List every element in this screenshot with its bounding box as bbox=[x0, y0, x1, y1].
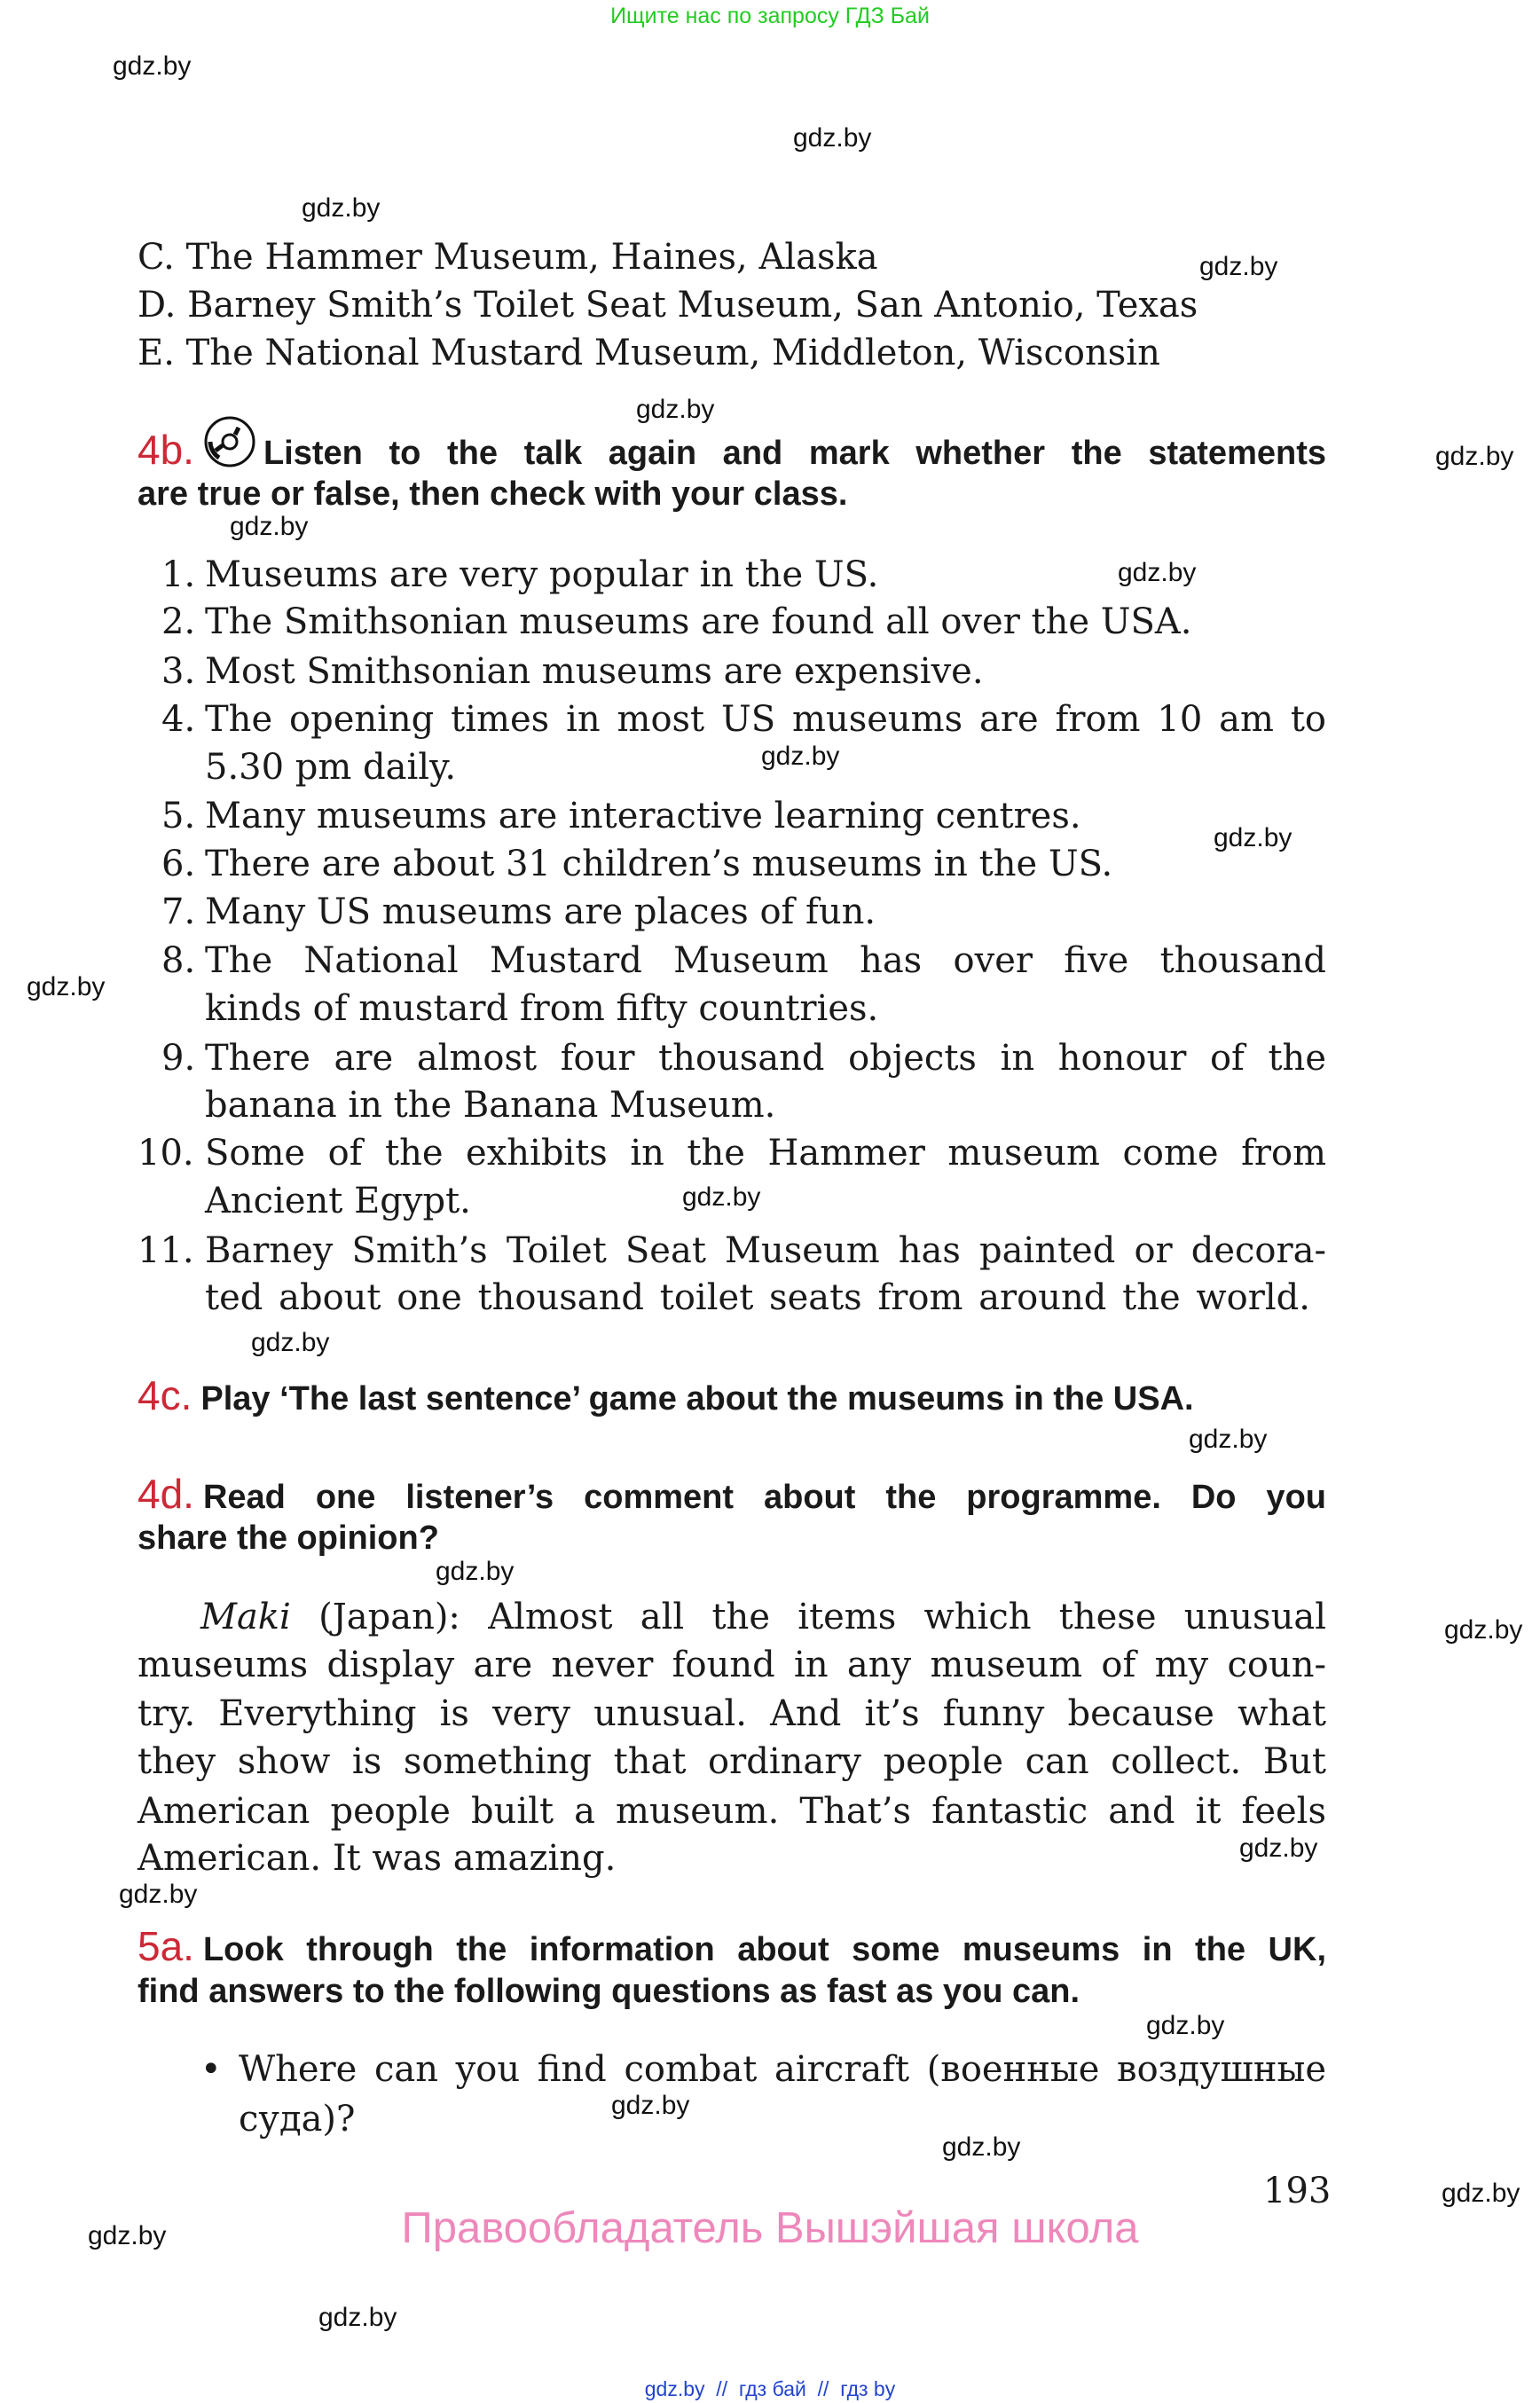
watermark: gdz.by bbox=[793, 123, 872, 153]
cd-icon bbox=[203, 415, 256, 480]
watermark: gdz.by bbox=[942, 2132, 1021, 2162]
exercise-4b-heading-line2: are true or false, then check with your class. bbox=[138, 475, 848, 513]
watermark: gdz.by bbox=[1435, 442, 1514, 471]
exercise-4c-heading bbox=[138, 1373, 1194, 1421]
bullet-question-cont: суда)? bbox=[239, 2099, 356, 2140]
exercise-4d-heading bbox=[138, 1472, 1326, 1520]
statement-text: Barney Smith’s Toilet Seat Museum has painted or decora- bbox=[205, 1230, 1326, 1271]
watermark: gdz.by bbox=[1239, 1834, 1318, 1863]
statement-number: 7. bbox=[161, 891, 196, 932]
watermark: gdz.by bbox=[1146, 2011, 1225, 2040]
watermark: gdz.by bbox=[636, 395, 715, 424]
watermark: gdz.by bbox=[1118, 558, 1197, 587]
statement-number: 8. bbox=[161, 940, 196, 981]
exercise-number: 5a. bbox=[138, 1923, 194, 1969]
statement-text-cont: Ancient Egypt. bbox=[205, 1181, 471, 1221]
comment-line: they show is something that ordinary people can collect. But bbox=[138, 1741, 1326, 1782]
watermark: gdz.by bbox=[1199, 252, 1278, 281]
watermark: gdz.by bbox=[318, 2303, 397, 2332]
watermark: gdz.by bbox=[27, 972, 106, 1001]
statement-text: Many museums are interactive learning centres. bbox=[205, 796, 1081, 836]
comment-line: American people built a museum. That’s fantastic and it feels bbox=[138, 1791, 1326, 1832]
footer-links[interactable]: gdz.by // гдз бай // гдз by bbox=[644, 2377, 896, 2400]
statement-text: Many US museums are places of fun. bbox=[205, 891, 876, 932]
statement-number: 3. bbox=[161, 651, 196, 692]
statement-text-cont: banana in the Banana Museum. bbox=[205, 1085, 776, 1126]
statement-number: 5. bbox=[161, 796, 196, 836]
statement-text-cont: kinds of mustard from fifty countries. bbox=[205, 988, 879, 1029]
statement-number: 10. bbox=[138, 1133, 194, 1174]
statement-number: 11. bbox=[138, 1230, 194, 1271]
statement-text: The National Mustard Museum has over five thousand bbox=[205, 940, 1326, 981]
statement-text: Most Smithsonian museums are expensive. bbox=[205, 651, 984, 692]
statement-number: 6. bbox=[161, 844, 196, 884]
exercise-5a-heading-line2: find answers to the following questions as fast as you can. bbox=[138, 1973, 1080, 2010]
watermark: gdz.by bbox=[88, 2221, 167, 2250]
watermark: gdz.by bbox=[682, 1182, 761, 1212]
instruction-text: Read one listener’s comment about the programme. Do you bbox=[202, 1479, 1326, 1516]
watermark: gdz.by bbox=[230, 512, 309, 541]
museum-item-e: E. The National Mustard Museum, Middleton, Wisconsin bbox=[138, 333, 1160, 373]
watermark: gdz.by bbox=[302, 193, 381, 223]
copyright-notice: Правообладатель Вышэйшая школа bbox=[401, 2204, 1139, 2252]
statement-text: There are almost four thousand objects in honour of the bbox=[205, 1038, 1326, 1079]
comment-text: (Japan): Almost all the items which these unusual bbox=[290, 1597, 1326, 1637]
watermark: gdz.by bbox=[436, 1557, 515, 1586]
watermark: gdz.by bbox=[1189, 1425, 1268, 1454]
page-number: 193 bbox=[1263, 2171, 1332, 2211]
comment-line: museums display are never found in any museum of my coun- bbox=[138, 1645, 1326, 1685]
statement-text: Some of the exhibits in the Hammer museum come from bbox=[205, 1133, 1326, 1174]
watermark: gdz.by bbox=[1444, 1615, 1523, 1645]
museum-item-c: C. The Hammer Museum, Haines, Alaska bbox=[138, 237, 878, 278]
exercise-number: 4d. bbox=[138, 1471, 194, 1517]
comment-line bbox=[200, 1593, 1326, 1641]
watermark: gdz.by bbox=[761, 742, 840, 771]
comment-line: American. It was amazing. bbox=[138, 1838, 617, 1879]
watermark: gdz.by bbox=[611, 2091, 690, 2120]
watermark: gdz.by bbox=[119, 1880, 198, 1909]
statement-text: The Smithsonian museums are found all over the USA. bbox=[205, 601, 1192, 642]
statement-text-cont: 5.30 pm daily. bbox=[205, 747, 457, 788]
statement-text: The opening times in most US museums are from 10 am to bbox=[205, 699, 1326, 740]
top-banner[interactable]: Ищите нас по запросу ГДЗ Бай bbox=[610, 4, 930, 28]
comment-line: try. Everything is very unusual. And it’s funny because what bbox=[138, 1693, 1326, 1734]
watermark: gdz.by bbox=[251, 1328, 330, 1357]
statement-number: 9. bbox=[161, 1038, 196, 1079]
statement-text-cont: ted about one thousand toilet seats from around the world. bbox=[205, 1277, 1310, 1318]
exercise-number: 4c. bbox=[138, 1372, 192, 1418]
comment-author: Maki bbox=[200, 1597, 291, 1637]
statement-number: 4. bbox=[161, 699, 196, 740]
instruction-text: Look through the information about some museums in the UK, bbox=[202, 1931, 1326, 1968]
watermark: gdz.by bbox=[1442, 2179, 1520, 2208]
bullet-question: Where can you find combat aircraft (военные воздушные bbox=[239, 2049, 1326, 2090]
statement-number: 1. bbox=[161, 554, 196, 595]
museum-item-d: D. Barney Smith’s Toilet Seat Museum, San Antonio, Texas bbox=[138, 285, 1198, 326]
instruction-text: Listen to the talk again and mark whether the statements bbox=[263, 435, 1326, 472]
exercise-4d-heading-line2: share the opinion? bbox=[138, 1520, 439, 1557]
statement-number: 2. bbox=[161, 601, 196, 642]
exercise-5a-heading bbox=[138, 1924, 1326, 1972]
exercise-number: 4b. bbox=[138, 427, 194, 473]
instruction-text: Play ‘The last sentence’ game about the museums in the USA. bbox=[200, 1380, 1194, 1417]
bullet-icon: • bbox=[200, 2049, 222, 2090]
statement-text: Museums are very popular in the US. bbox=[205, 554, 879, 595]
statement-text: There are about 31 children’s museums in the US. bbox=[205, 844, 1113, 884]
watermark: gdz.by bbox=[113, 51, 192, 81]
watermark: gdz.by bbox=[1214, 823, 1292, 852]
